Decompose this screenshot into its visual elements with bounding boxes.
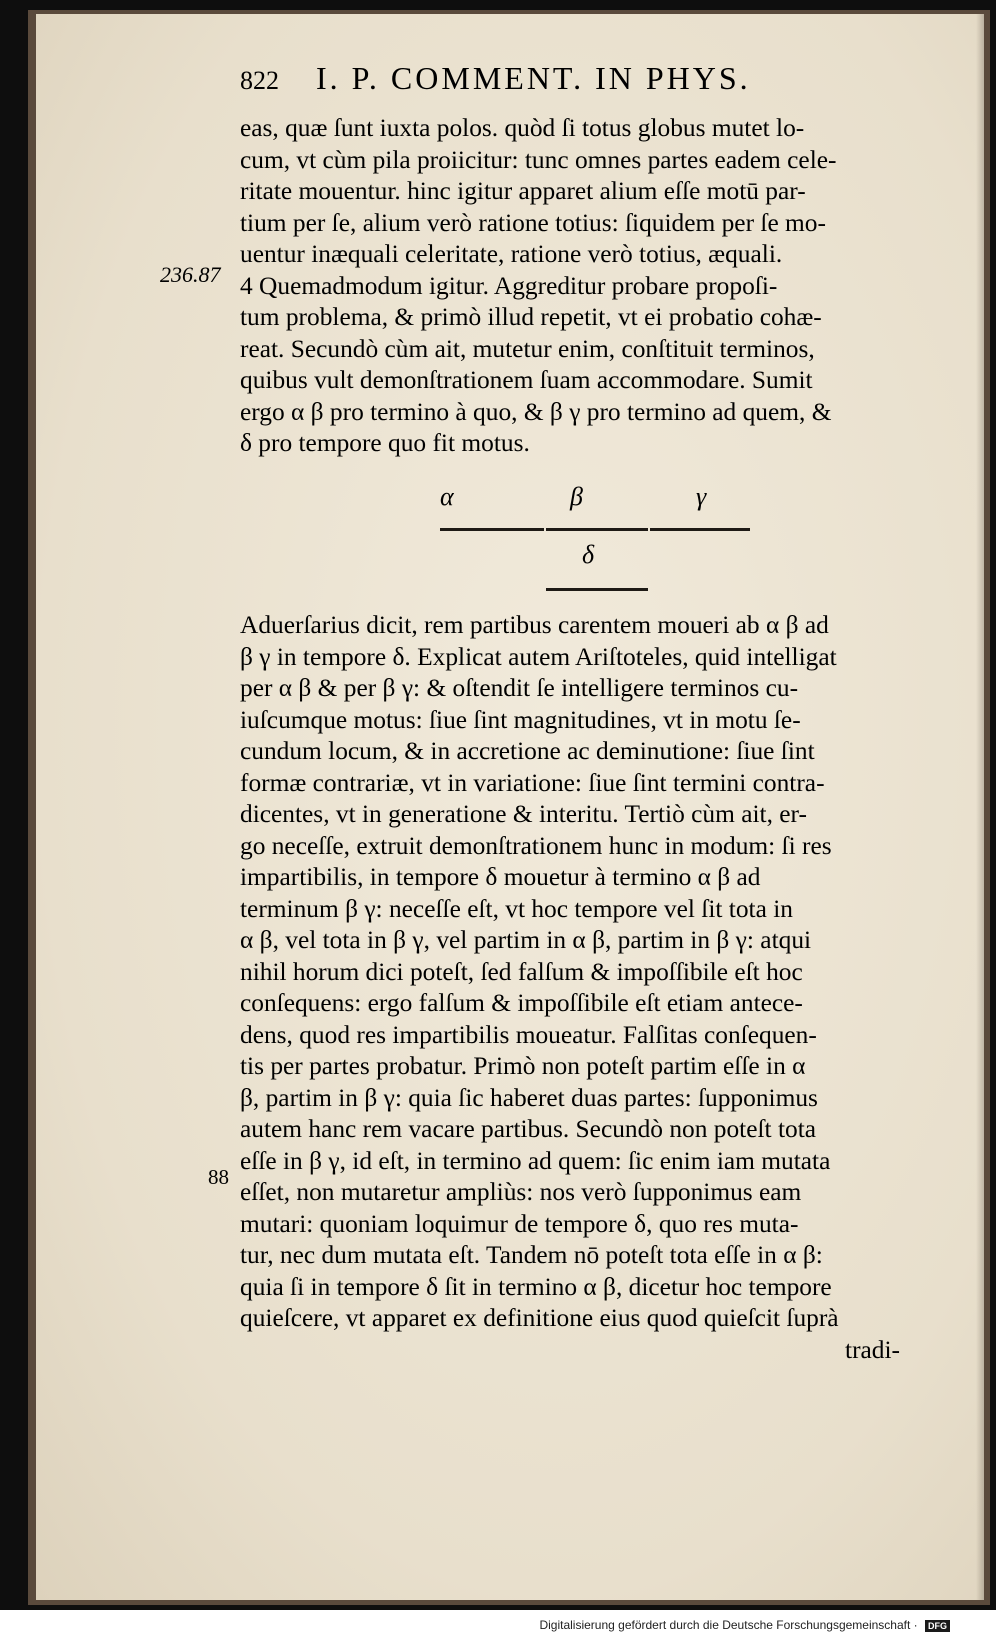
text-block-lower — [240, 610, 900, 1366]
text-line: cum, vt cùm pila proiicitur: tunc omnes partes eadem cele- — [240, 145, 837, 174]
text-line: cundum locum, & in accretione ac deminutione: ſiue ſint — [240, 737, 815, 765]
diagram-label-gamma: γ — [696, 482, 707, 511]
text-line: go neceſſe, extruit demonſtrationem hunc in modum: ſi res — [240, 831, 832, 860]
diagram-label-delta: δ — [582, 540, 595, 569]
dfg-logo: DFG — [925, 1620, 950, 1632]
text-line: α β, vel tota in β γ, vel partim in α β, partim in β γ: atqui — [240, 926, 812, 954]
text-line: uentur inæquali celeritate, ratione verò totius, æquali. — [240, 240, 783, 268]
text-line: nihil horum dici poteſt, ſed falſum & impoſſibile eſt hoc — [240, 957, 803, 986]
text-line: β, partim in β γ: quia ſic haberet duas partes: ſupponimus — [240, 1083, 818, 1112]
digitization-credit — [539, 1618, 950, 1632]
text-line: dicentes, vt in generatione & interitu. Tertiò cùm ait, er- — [240, 800, 807, 828]
text-line: per α β & per β γ: & oſtendit ſe intelligere terminos cu- — [240, 674, 799, 702]
text-line: quieſcere, vt apparet ex definitione eius quod quieſcit ſuprà — [240, 1304, 839, 1332]
motion-diagram — [400, 476, 760, 606]
margin-note-reference: 236.87 — [160, 262, 221, 287]
running-title: I. P. COMMENT. IN PHYS. — [316, 60, 751, 96]
text-line: formæ contrariæ, vt in variatione: ſiue ſint termini contra- — [240, 768, 825, 797]
text-line: δ pro tempore quo fit motus. — [240, 429, 530, 457]
text-line: Aduerſarius dicit, rem partibus carentem moueri ab α β ad — [240, 611, 829, 639]
catchword: tradi- — [845, 1335, 900, 1364]
text-line: impartibilis, in tempore δ mouetur à termino α β ad — [240, 863, 761, 891]
diagram-label-beta: β — [570, 482, 583, 511]
text-line: tum problema, & primò illud repetit, vt ei probatio cohæ- — [240, 303, 822, 331]
text-block-upper — [240, 113, 900, 460]
running-header — [240, 60, 890, 100]
text-line: mutari: quoniam loquimur de tempore δ, quo res muta- — [240, 1209, 799, 1238]
text-line: tium per ſe, alium verò ratione totius: ſiquidem per ſe mo- — [240, 208, 826, 237]
text-line: ergo α β pro termino à quo, & β γ pro termino ad quem, & — [240, 397, 832, 426]
diagram-label-alpha: α — [440, 482, 454, 511]
text-line: tis per partes probatur. Primò non poteſt partim eſſe in α — [240, 1052, 806, 1080]
page-edge-shadow — [976, 14, 984, 1600]
text-line: autem hanc rem vacare partibus. Secundò non poteſt tota — [240, 1115, 817, 1143]
segment-alpha-beta-1 — [440, 528, 544, 531]
margin-note-reference: 88 — [208, 1165, 229, 1189]
text-line: quia ſi in tempore δ ſit in termino α β, dicetur hoc tempore — [240, 1272, 832, 1301]
text-line: dens, quod res impartibilis moueatur. Falſitas conſequen- — [240, 1020, 817, 1049]
text-line: conſequens: ergo falſum & impoſſibile eſt etiam antece- — [240, 989, 803, 1017]
text-line: iuſcumque motus: ſiue ſint magnitudines, vt in motu ſe- — [240, 705, 801, 734]
segment-alpha-beta-2 — [546, 528, 648, 531]
text-line: 4 Quemadmodum igitur. Aggreditur probare propoſi- — [240, 271, 778, 300]
text-line: quibus vult demonſtrationem ſuam accommodare. Sumit — [240, 366, 813, 394]
segment-delta-time — [546, 588, 648, 591]
text-line: ritate mouentur. hinc igitur apparet alium eſſe motū par- — [240, 177, 806, 205]
page-number: 822 — [240, 66, 279, 95]
segment-beta-gamma — [650, 528, 750, 531]
text-line: reat. Secundò cùm ait, mutetur enim, conſtituit terminos, — [240, 334, 815, 363]
text-line: eſſe in β γ, id eſt, in termino ad quem: ſic enim iam mutata — [240, 1146, 831, 1175]
text-line: eas, quæ ſunt iuxta polos. quòd ſi totus globus mutet lo- — [240, 114, 805, 142]
text-line: β γ in tempore δ. Explicat autem Ariſtoteles, quid intelligat — [240, 642, 837, 671]
credit-text: Digitalisierung gefördert durch die Deutsche Forschungsgemeinschaft · — [539, 1618, 918, 1632]
text-line: terminum β γ: neceſſe eſt, vt hoc tempore vel ſit tota in — [240, 894, 793, 923]
text-line: tur, nec dum mutata eſt. Tandem nō poteſt tota eſſe in α β: — [240, 1241, 823, 1269]
text-line: eſſet, non mutaretur ampliùs: nos verò ſupponimus eam — [240, 1178, 802, 1206]
